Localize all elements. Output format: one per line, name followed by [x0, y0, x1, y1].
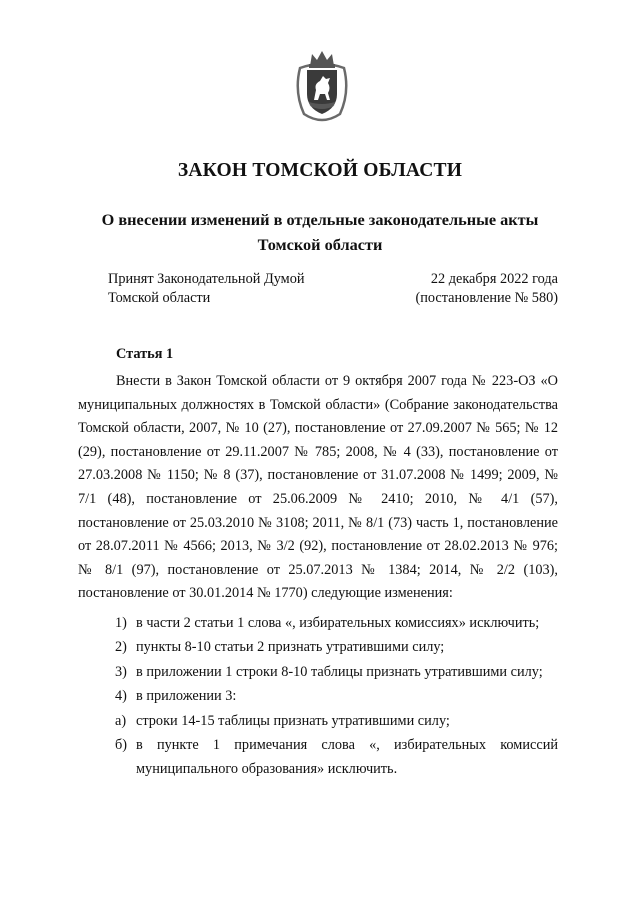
- list-item-text: в приложении 3:: [136, 688, 237, 705]
- adoption-date-block: [415, 270, 558, 308]
- list-item: [78, 636, 558, 660]
- list-item-marker: а): [115, 712, 127, 729]
- subject-line-1: О внесении изменений в отдельные законодательные акты: [101, 210, 539, 229]
- article-intro: Внести в Закон Томской области от 9 октября 2007 года № 223-ОЗ «О муниципальных должностях в Томской области» (Собрание законодательства Томской области, 2007, № 10 (27), постановление от 27.09.2007 № 565; № 12 (29), постановление от 29.11.2007 № 785; 2008, № 4 (33), постановление от 27.03.2008 № 1150; № 8 (37), постановление от 31.07.2008 № 1499; 2009, № 7/1 (48), постановление от 25.06.2009 № 2410; 2010, № 4/1 (57), постановление от 25.03.2010 № 3108; 2011, № 8/1 (73) часть 1, постановление от 28.07.2011 № 4566; 2013, № 3/2 (92), постановление от 28.02.2013 № 976; № 8/1 (97), постановление от 25.07.2013 № 1384; 2014, № 2/2 (103), постановление от 30.01.2014 № 1770) следующие изменения:: [78, 373, 558, 602]
- adoption-date: 22 декабря 2022 года: [430, 271, 558, 287]
- list-item-text: в пункте 1 примечания слова «, избирательных комиссий муниципального образования» исключить.: [136, 736, 558, 777]
- law-subject: [60, 207, 580, 257]
- list-item-marker: 1): [115, 615, 127, 631]
- list-item: [78, 734, 558, 781]
- list-item-marker: б): [115, 736, 128, 753]
- resolution-number: (постановление № 580): [415, 290, 558, 306]
- law-title: ЗАКОН ТОМСКОЙ ОБЛАСТИ: [177, 160, 463, 181]
- list-item: [78, 685, 558, 709]
- list-item-marker: 4): [115, 688, 127, 705]
- adopting-body: [108, 270, 305, 308]
- list-item: [78, 612, 558, 636]
- amendment-list: [78, 612, 558, 782]
- list-item-text: в приложении 1 строки 8-10 таблицы признать утратившими силу;: [136, 663, 543, 680]
- list-item-text: строки 14-15 таблицы признать утратившими силу;: [136, 712, 450, 729]
- list-item: [78, 661, 558, 685]
- list-item-marker: 2): [115, 639, 127, 656]
- subject-line-2: Томской области: [257, 235, 383, 254]
- coat-of-arms-icon: [290, 48, 354, 126]
- adopting-body-line-2: Томской области: [108, 290, 211, 306]
- list-item-text: пункты 8-10 статьи 2 признать утратившими силу;: [136, 639, 445, 656]
- adopting-body-line-1: Принят Законодательной Думой: [108, 271, 305, 287]
- list-item-marker: 3): [115, 663, 127, 680]
- list-item-text: в части 2 статьи 1 слова «, избирательных комиссиях» исключить;: [136, 615, 540, 631]
- article-heading: Статья 1: [116, 346, 174, 362]
- list-item: [78, 710, 558, 734]
